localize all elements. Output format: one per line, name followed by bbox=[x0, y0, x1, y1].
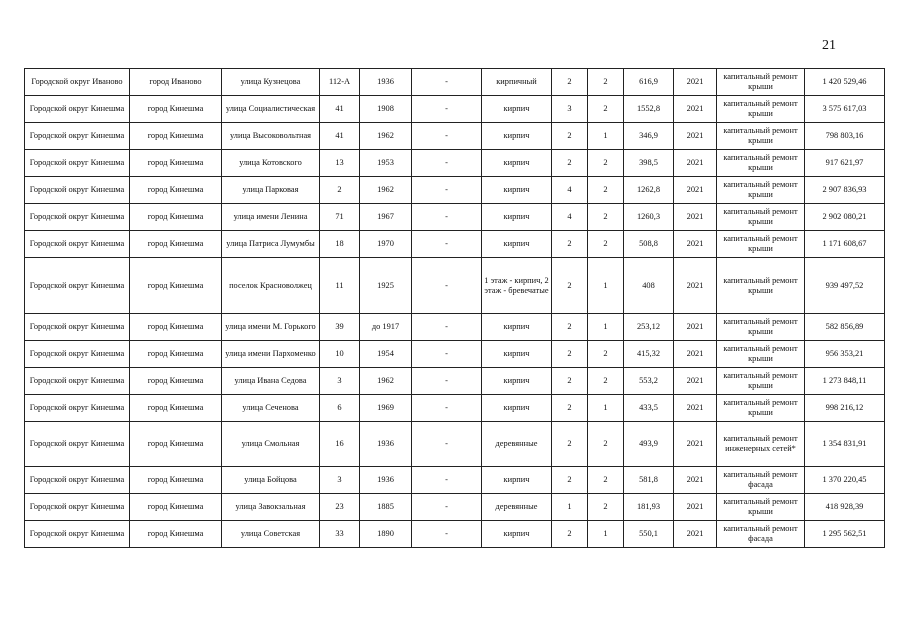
table-row bbox=[25, 422, 885, 467]
cell-area: 415,32 bbox=[624, 341, 674, 368]
cell-street: улица имени М. Горького bbox=[222, 314, 320, 341]
cell-commission-year: - bbox=[412, 177, 482, 204]
cell-repair-year: 2021 bbox=[674, 314, 717, 341]
cell-district: Городской округ Кинешма bbox=[25, 258, 130, 314]
cell-repair-type: капитальный ремонт крыши bbox=[717, 314, 805, 341]
cell-entrances: 2 bbox=[588, 150, 624, 177]
housing-repair-table bbox=[24, 68, 885, 548]
cell-street: улица имени Пархоменко bbox=[222, 341, 320, 368]
cell-cost: 1 273 848,11 bbox=[805, 368, 885, 395]
cell-repair-type: капитальный ремонт инженерных сетей* bbox=[717, 422, 805, 467]
cell-cost: 939 497,52 bbox=[805, 258, 885, 314]
cell-wall-material: кирпич bbox=[482, 204, 552, 231]
cell-district: Городской округ Кинешма bbox=[25, 368, 130, 395]
cell-area: 398,5 bbox=[624, 150, 674, 177]
table-row bbox=[25, 69, 885, 96]
cell-settlement: город Кинешма bbox=[130, 368, 222, 395]
cell-settlement: город Кинешма bbox=[130, 467, 222, 494]
cell-repair-year: 2021 bbox=[674, 123, 717, 150]
cell-area: 408 bbox=[624, 258, 674, 314]
cell-floors: 2 bbox=[552, 341, 588, 368]
cell-settlement: город Кинешма bbox=[130, 494, 222, 521]
table-row bbox=[25, 258, 885, 314]
cell-settlement: город Кинешма bbox=[130, 177, 222, 204]
cell-area: 493,9 bbox=[624, 422, 674, 467]
cell-repair-type: капитальный ремонт крыши bbox=[717, 258, 805, 314]
cell-cost: 1 171 608,67 bbox=[805, 231, 885, 258]
cell-wall-material: кирпич bbox=[482, 467, 552, 494]
cell-area: 581,8 bbox=[624, 467, 674, 494]
table-row bbox=[25, 467, 885, 494]
cell-floors: 2 bbox=[552, 422, 588, 467]
cell-house-number: 6 bbox=[320, 395, 360, 422]
cell-build-year: 1962 bbox=[360, 368, 412, 395]
cell-house-number: 3 bbox=[320, 368, 360, 395]
cell-floors: 2 bbox=[552, 69, 588, 96]
cell-entrances: 2 bbox=[588, 204, 624, 231]
cell-cost: 956 353,21 bbox=[805, 341, 885, 368]
cell-wall-material: деревянные bbox=[482, 422, 552, 467]
cell-floors: 2 bbox=[552, 231, 588, 258]
cell-settlement: город Кинешма bbox=[130, 314, 222, 341]
cell-commission-year: - bbox=[412, 314, 482, 341]
cell-settlement: город Кинешма bbox=[130, 96, 222, 123]
cell-wall-material: кирпич bbox=[482, 150, 552, 177]
cell-commission-year: - bbox=[412, 494, 482, 521]
cell-floors: 2 bbox=[552, 150, 588, 177]
cell-entrances: 2 bbox=[588, 69, 624, 96]
cell-repair-type: капитальный ремонт крыши bbox=[717, 368, 805, 395]
cell-house-number: 23 bbox=[320, 494, 360, 521]
cell-settlement: город Иваново bbox=[130, 69, 222, 96]
cell-build-year: 1936 bbox=[360, 467, 412, 494]
cell-repair-type: капитальный ремонт крыши bbox=[717, 231, 805, 258]
cell-repair-year: 2021 bbox=[674, 150, 717, 177]
cell-repair-type: капитальный ремонт фасада bbox=[717, 521, 805, 548]
cell-build-year: 1953 bbox=[360, 150, 412, 177]
cell-area: 181,93 bbox=[624, 494, 674, 521]
cell-floors: 1 bbox=[552, 494, 588, 521]
cell-entrances: 1 bbox=[588, 521, 624, 548]
cell-house-number: 16 bbox=[320, 422, 360, 467]
cell-commission-year: - bbox=[412, 150, 482, 177]
cell-cost: 798 803,16 bbox=[805, 123, 885, 150]
cell-entrances: 1 bbox=[588, 395, 624, 422]
cell-commission-year: - bbox=[412, 395, 482, 422]
cell-wall-material: кирпич bbox=[482, 123, 552, 150]
cell-floors: 4 bbox=[552, 204, 588, 231]
cell-repair-year: 2021 bbox=[674, 96, 717, 123]
cell-area: 508,8 bbox=[624, 231, 674, 258]
cell-district: Городской округ Кинешма bbox=[25, 96, 130, 123]
cell-street: улица Сеченова bbox=[222, 395, 320, 422]
cell-build-year: 1885 bbox=[360, 494, 412, 521]
cell-settlement: город Кинешма bbox=[130, 258, 222, 314]
cell-build-year: 1962 bbox=[360, 177, 412, 204]
cell-repair-year: 2021 bbox=[674, 177, 717, 204]
cell-district: Городской округ Кинешма bbox=[25, 422, 130, 467]
cell-repair-year: 2021 bbox=[674, 422, 717, 467]
cell-entrances: 2 bbox=[588, 494, 624, 521]
cell-floors: 2 bbox=[552, 467, 588, 494]
cell-entrances: 2 bbox=[588, 96, 624, 123]
cell-cost: 3 575 617,03 bbox=[805, 96, 885, 123]
cell-commission-year: - bbox=[412, 231, 482, 258]
cell-district: Городской округ Кинешма bbox=[25, 395, 130, 422]
cell-area: 1552,8 bbox=[624, 96, 674, 123]
cell-repair-year: 2021 bbox=[674, 395, 717, 422]
cell-area: 550,1 bbox=[624, 521, 674, 548]
cell-commission-year: - bbox=[412, 422, 482, 467]
cell-district: Городской округ Кинешма bbox=[25, 150, 130, 177]
table-row bbox=[25, 150, 885, 177]
cell-commission-year: - bbox=[412, 341, 482, 368]
cell-street: улица Парковая bbox=[222, 177, 320, 204]
cell-area: 253,12 bbox=[624, 314, 674, 341]
cell-repair-year: 2021 bbox=[674, 341, 717, 368]
cell-entrances: 1 bbox=[588, 123, 624, 150]
cell-street: улица Котовского bbox=[222, 150, 320, 177]
table-row bbox=[25, 123, 885, 150]
cell-build-year: 1936 bbox=[360, 69, 412, 96]
cell-repair-year: 2021 bbox=[674, 368, 717, 395]
cell-settlement: город Кинешма bbox=[130, 341, 222, 368]
cell-wall-material: 1 этаж - кирпич, 2 этаж - бревечатые bbox=[482, 258, 552, 314]
cell-cost: 1 354 831,91 bbox=[805, 422, 885, 467]
cell-build-year: 1890 bbox=[360, 521, 412, 548]
cell-entrances: 1 bbox=[588, 314, 624, 341]
cell-district: Городской округ Кинешма bbox=[25, 123, 130, 150]
cell-floors: 2 bbox=[552, 123, 588, 150]
cell-street: улица Завокзальная bbox=[222, 494, 320, 521]
cell-wall-material: кирпич bbox=[482, 368, 552, 395]
cell-settlement: город Кинешма bbox=[130, 521, 222, 548]
cell-entrances: 2 bbox=[588, 422, 624, 467]
cell-street: улица Социалистическая bbox=[222, 96, 320, 123]
cell-commission-year: - bbox=[412, 258, 482, 314]
cell-settlement: город Кинешма bbox=[130, 123, 222, 150]
cell-area: 433,5 bbox=[624, 395, 674, 422]
cell-entrances: 2 bbox=[588, 368, 624, 395]
cell-cost: 582 856,89 bbox=[805, 314, 885, 341]
cell-house-number: 41 bbox=[320, 123, 360, 150]
cell-house-number: 71 bbox=[320, 204, 360, 231]
cell-street: улица имени Ленина bbox=[222, 204, 320, 231]
cell-house-number: 13 bbox=[320, 150, 360, 177]
table-row bbox=[25, 96, 885, 123]
cell-settlement: город Кинешма bbox=[130, 422, 222, 467]
cell-floors: 4 bbox=[552, 177, 588, 204]
cell-commission-year: - bbox=[412, 69, 482, 96]
cell-street: улица Бойцова bbox=[222, 467, 320, 494]
cell-repair-year: 2021 bbox=[674, 231, 717, 258]
cell-area: 553,2 bbox=[624, 368, 674, 395]
cell-settlement: город Кинешма bbox=[130, 150, 222, 177]
table-row bbox=[25, 368, 885, 395]
cell-repair-type: капитальный ремонт крыши bbox=[717, 494, 805, 521]
cell-area: 1260,3 bbox=[624, 204, 674, 231]
table-row bbox=[25, 314, 885, 341]
cell-commission-year: - bbox=[412, 123, 482, 150]
cell-house-number: 10 bbox=[320, 341, 360, 368]
cell-cost: 1 295 562,51 bbox=[805, 521, 885, 548]
cell-commission-year: - bbox=[412, 467, 482, 494]
cell-street: улица Советская bbox=[222, 521, 320, 548]
cell-settlement: город Кинешма bbox=[130, 204, 222, 231]
cell-floors: 3 bbox=[552, 96, 588, 123]
cell-district: Городской округ Кинешма bbox=[25, 341, 130, 368]
cell-street: улица Патриса Лумумбы bbox=[222, 231, 320, 258]
table-row bbox=[25, 204, 885, 231]
cell-repair-year: 2021 bbox=[674, 494, 717, 521]
page-number: 21 bbox=[822, 38, 836, 53]
cell-area: 346,9 bbox=[624, 123, 674, 150]
cell-build-year: 1970 bbox=[360, 231, 412, 258]
cell-wall-material: кирпич bbox=[482, 231, 552, 258]
cell-build-year: 1969 bbox=[360, 395, 412, 422]
cell-build-year: 1962 bbox=[360, 123, 412, 150]
cell-wall-material: кирпич bbox=[482, 395, 552, 422]
cell-entrances: 1 bbox=[588, 258, 624, 314]
table-row bbox=[25, 395, 885, 422]
cell-cost: 1 420 529,46 bbox=[805, 69, 885, 96]
cell-wall-material: кирпич bbox=[482, 521, 552, 548]
cell-entrances: 2 bbox=[588, 467, 624, 494]
table-row bbox=[25, 341, 885, 368]
cell-house-number: 41 bbox=[320, 96, 360, 123]
cell-cost: 917 621,97 bbox=[805, 150, 885, 177]
cell-floors: 2 bbox=[552, 258, 588, 314]
table-row bbox=[25, 521, 885, 548]
cell-repair-type: капитальный ремонт фасада bbox=[717, 467, 805, 494]
cell-district: Городской округ Кинешма bbox=[25, 314, 130, 341]
cell-repair-year: 2021 bbox=[674, 69, 717, 96]
cell-cost: 2 902 080,21 bbox=[805, 204, 885, 231]
cell-cost: 998 216,12 bbox=[805, 395, 885, 422]
cell-repair-type: капитальный ремонт крыши bbox=[717, 96, 805, 123]
cell-floors: 2 bbox=[552, 368, 588, 395]
table-row bbox=[25, 177, 885, 204]
cell-cost: 418 928,39 bbox=[805, 494, 885, 521]
cell-build-year: 1967 bbox=[360, 204, 412, 231]
cell-district: Городской округ Кинешма bbox=[25, 177, 130, 204]
cell-repair-type: капитальный ремонт крыши bbox=[717, 69, 805, 96]
cell-street: поселок Красноволжец bbox=[222, 258, 320, 314]
cell-cost: 1 370 220,45 bbox=[805, 467, 885, 494]
cell-repair-year: 2021 bbox=[674, 204, 717, 231]
cell-house-number: 2 bbox=[320, 177, 360, 204]
cell-street: улица Смольная bbox=[222, 422, 320, 467]
cell-area: 616,9 bbox=[624, 69, 674, 96]
cell-floors: 2 bbox=[552, 521, 588, 548]
cell-house-number: 33 bbox=[320, 521, 360, 548]
cell-build-year: 1925 bbox=[360, 258, 412, 314]
cell-commission-year: - bbox=[412, 521, 482, 548]
table-row bbox=[25, 494, 885, 521]
cell-wall-material: кирпич bbox=[482, 314, 552, 341]
cell-wall-material: деревянные bbox=[482, 494, 552, 521]
cell-build-year: 1954 bbox=[360, 341, 412, 368]
cell-repair-year: 2021 bbox=[674, 521, 717, 548]
cell-entrances: 2 bbox=[588, 231, 624, 258]
cell-wall-material: кирпичный bbox=[482, 69, 552, 96]
cell-repair-year: 2021 bbox=[674, 467, 717, 494]
cell-house-number: 39 bbox=[320, 314, 360, 341]
cell-build-year: до 1917 bbox=[360, 314, 412, 341]
cell-district: Городской округ Кинешма bbox=[25, 204, 130, 231]
cell-repair-type: капитальный ремонт крыши bbox=[717, 177, 805, 204]
cell-commission-year: - bbox=[412, 368, 482, 395]
cell-district: Городской округ Кинешма bbox=[25, 521, 130, 548]
table-row bbox=[25, 231, 885, 258]
cell-build-year: 1908 bbox=[360, 96, 412, 123]
cell-floors: 2 bbox=[552, 395, 588, 422]
cell-district: Городской округ Кинешма bbox=[25, 467, 130, 494]
cell-street: улица Ивана Седова bbox=[222, 368, 320, 395]
cell-floors: 2 bbox=[552, 314, 588, 341]
cell-area: 1262,8 bbox=[624, 177, 674, 204]
cell-commission-year: - bbox=[412, 204, 482, 231]
cell-house-number: 11 bbox=[320, 258, 360, 314]
cell-repair-type: капитальный ремонт крыши bbox=[717, 150, 805, 177]
cell-district: Городской округ Кинешма bbox=[25, 494, 130, 521]
cell-settlement: город Кинешма bbox=[130, 231, 222, 258]
cell-house-number: 3 bbox=[320, 467, 360, 494]
cell-build-year: 1936 bbox=[360, 422, 412, 467]
cell-house-number: 18 bbox=[320, 231, 360, 258]
cell-repair-type: капитальный ремонт крыши bbox=[717, 341, 805, 368]
table-body bbox=[25, 69, 885, 548]
cell-entrances: 2 bbox=[588, 177, 624, 204]
cell-repair-type: капитальный ремонт крыши bbox=[717, 123, 805, 150]
cell-wall-material: кирпич bbox=[482, 177, 552, 204]
cell-commission-year: - bbox=[412, 96, 482, 123]
cell-house-number: 112-А bbox=[320, 69, 360, 96]
cell-repair-type: капитальный ремонт крыши bbox=[717, 204, 805, 231]
cell-settlement: город Кинешма bbox=[130, 395, 222, 422]
cell-repair-type: капитальный ремонт крыши bbox=[717, 395, 805, 422]
cell-street: улица Кузнецова bbox=[222, 69, 320, 96]
cell-district: Городской округ Иваново bbox=[25, 69, 130, 96]
cell-street: улица Высоковольтная bbox=[222, 123, 320, 150]
cell-wall-material: кирпич bbox=[482, 96, 552, 123]
cell-wall-material: кирпич bbox=[482, 341, 552, 368]
cell-entrances: 2 bbox=[588, 341, 624, 368]
cell-district: Городской округ Кинешма bbox=[25, 231, 130, 258]
cell-cost: 2 907 836,93 bbox=[805, 177, 885, 204]
cell-repair-year: 2021 bbox=[674, 258, 717, 314]
